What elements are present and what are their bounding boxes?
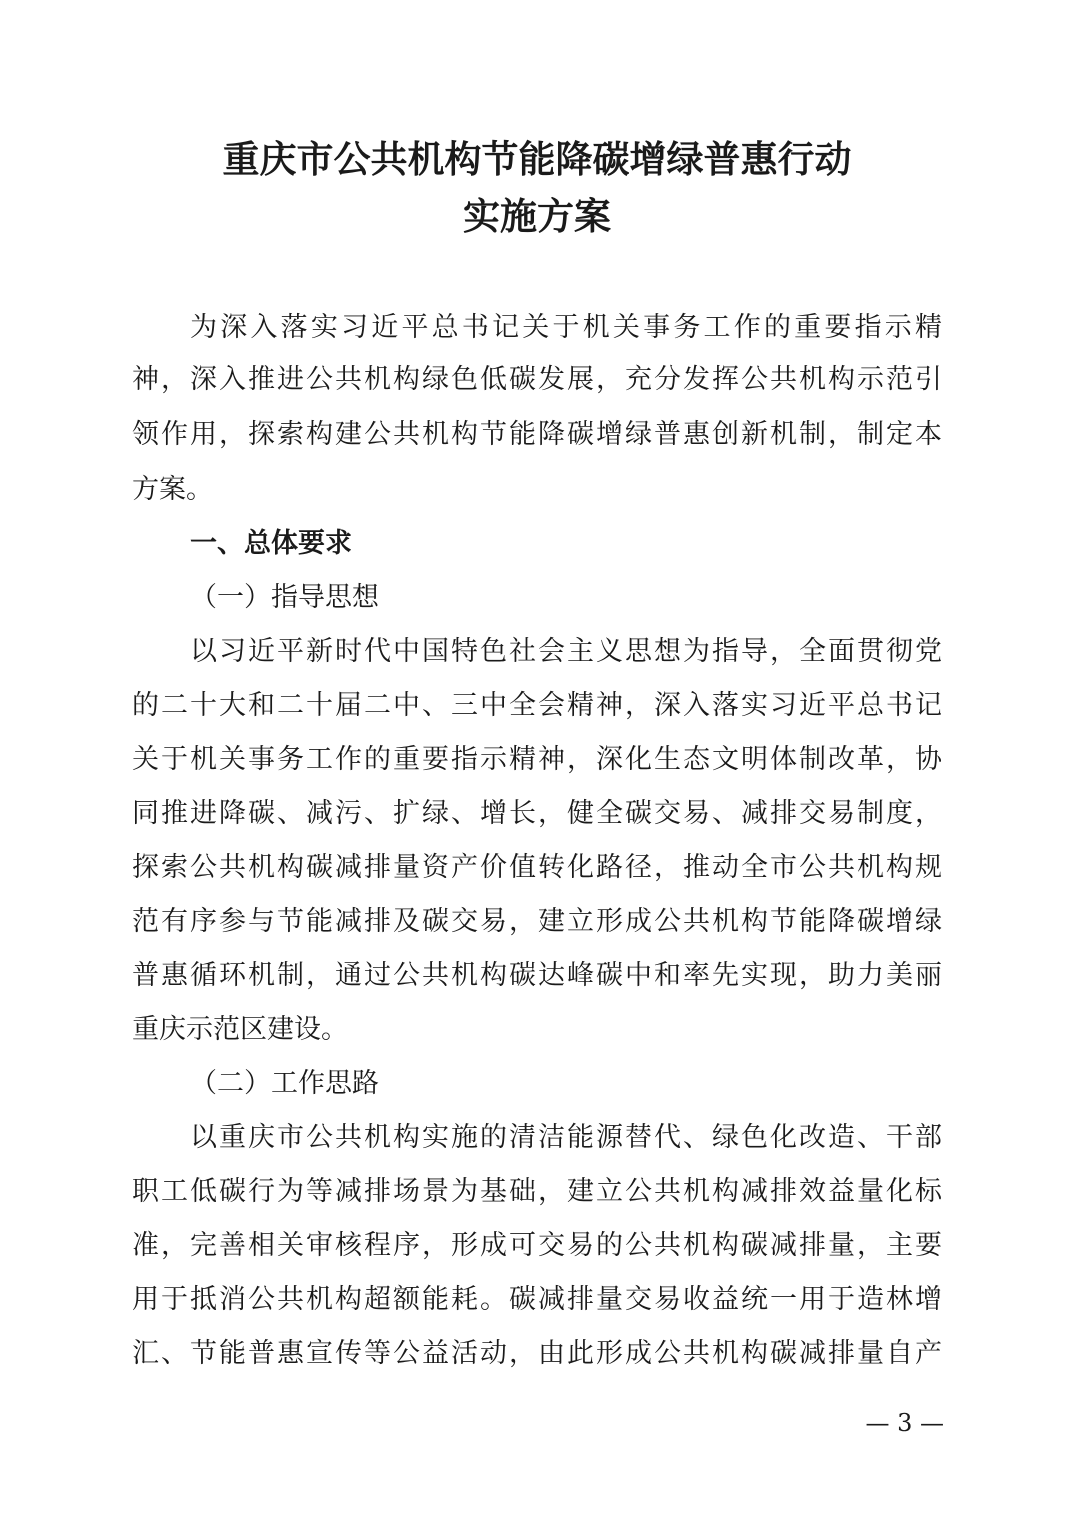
body-line: 以重庆市公共机构实施的清洁能源替代、绿色化改造、干部	[190, 1122, 942, 1153]
body-line: 以习近平新时代中国特色社会主义思想为指导，全面贯彻党	[190, 636, 942, 667]
intro-line: 为深入落实习近平总书记关于机关事务工作的重要指示精	[190, 312, 942, 343]
intro-line: 神，深入推进公共机构绿色低碳发展，充分发挥公共机构示范引	[132, 364, 942, 395]
document-title-line-2: 实施方案	[463, 195, 611, 238]
body-line: 准，完善相关审核程序，形成可交易的公共机构碳减排量，主要	[132, 1230, 942, 1261]
section-heading: 一、总体要求	[190, 528, 352, 559]
body-line: 范有序参与节能减排及碳交易，建立形成公共机构节能降碳增绿	[132, 906, 942, 937]
page-number: — 3 —	[865, 1409, 944, 1437]
body-line: 汇、节能普惠宣传等公益活动，由此形成公共机构碳减排量自产	[132, 1338, 942, 1369]
body-line: 的二十大和二十届二中、三中全会精神，深入落实习近平总书记	[132, 690, 942, 721]
intro-line: 领作用，探索构建公共机构节能降碳增绿普惠创新机制，制定本	[132, 419, 942, 450]
document-title-line-1: 重庆市公共机构节能降碳增绿普惠行动	[222, 138, 852, 181]
body-line: 重庆示范区建设。	[132, 1014, 348, 1045]
subsection-heading: （二）工作思路	[190, 1068, 379, 1099]
body-line: 用于抵消公共机构超额能耗。碳减排量交易收益统一用于造林增	[132, 1284, 942, 1315]
body-line: 普惠循环机制，通过公共机构碳达峰碳中和率先实现，助力美丽	[132, 960, 942, 991]
body-line: 同推进降碳、减污、扩绿、增长，健全碳交易、减排交易制度，	[132, 798, 942, 829]
intro-line: 方案。	[132, 474, 213, 505]
body-line: 探索公共机构碳减排量资产价值转化路径，推动全市公共机构规	[132, 852, 942, 883]
body-line: 职工低碳行为等减排场景为基础，建立公共机构减排效益量化标	[132, 1176, 942, 1207]
body-line: 关于机关事务工作的重要指示精神，深化生态文明体制改革，协	[132, 744, 942, 775]
subsection-heading: （一）指导思想	[190, 582, 379, 613]
